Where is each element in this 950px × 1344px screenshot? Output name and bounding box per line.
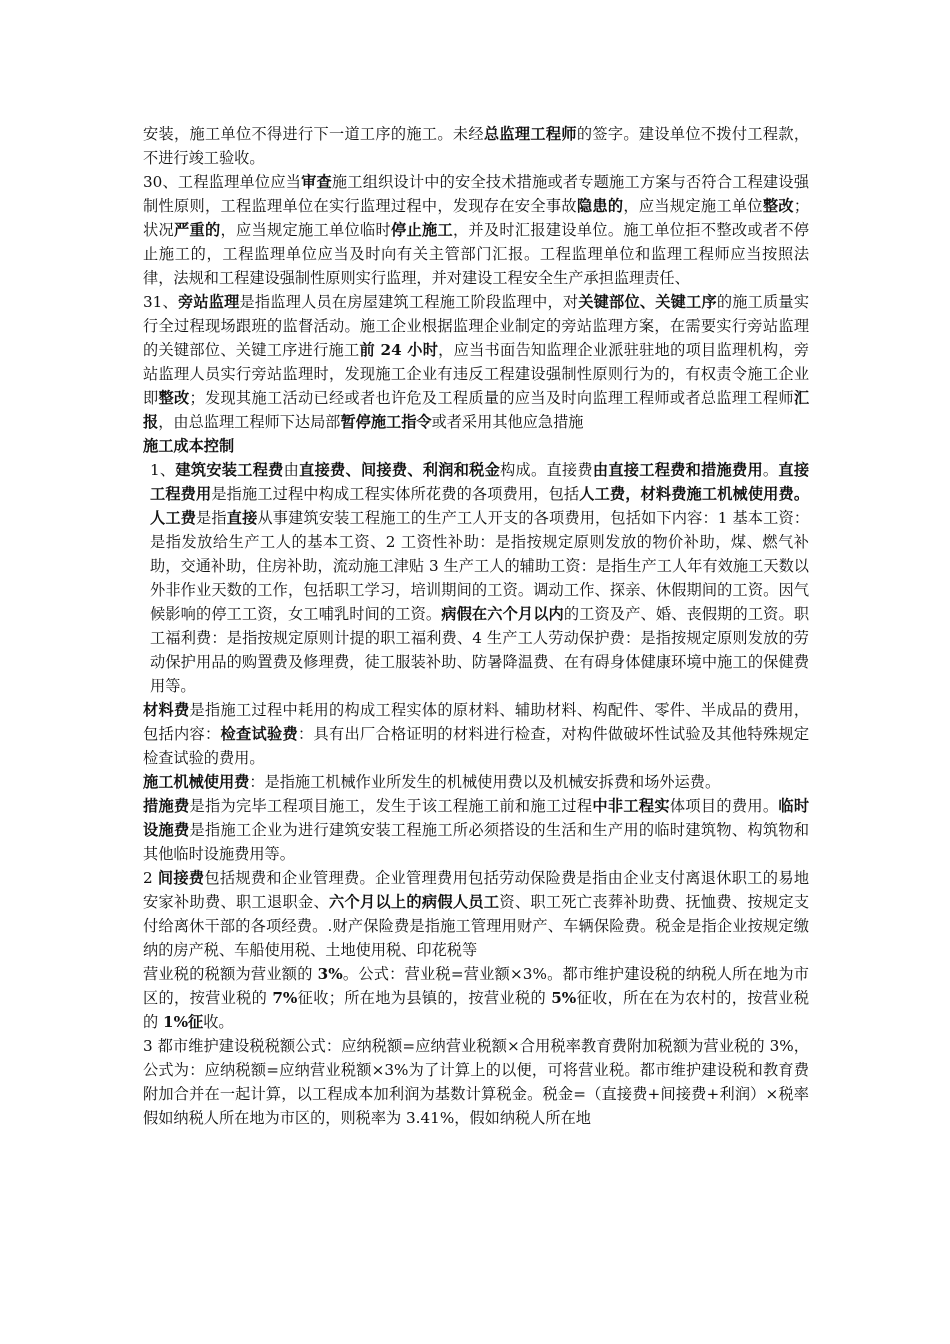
bold-term: 临时设施费: [143, 797, 810, 839]
text-run: ：是指施工机械作业所发生的机械使用费以及机械安拆费和场外运费。: [249, 773, 721, 791]
paragraph-p-machine: [143, 770, 809, 794]
paragraph-p-c3: [143, 1034, 809, 1130]
bold-term: 审查: [301, 173, 332, 191]
text-run: 。: [762, 461, 779, 479]
text-run: 资、职工死亡丧葬补助费、抚恤费、按规定支付给离休干部的各项经费。.财产保险费是指施工管理用财产、车辆保险费。税金是指企业按规定缴纳的房产税、车船使用税、土地使用税、印花税等: [143, 893, 810, 959]
bold-term: 检查试验费: [220, 725, 298, 743]
paragraph-p-c2: [143, 866, 809, 962]
text-run: 30、工程监理单位应当: [143, 173, 302, 191]
text-run: ，由总监理工程师下达局部: [158, 413, 341, 431]
bold-term: 措施费: [143, 797, 190, 815]
text-run: 安装，施工单位不得进行下一道工序的施工。未经: [143, 125, 484, 143]
bold-term: 建筑安装工程费: [175, 461, 284, 479]
bold-term: 施工机械使用费: [143, 773, 250, 791]
text-run: 2: [143, 869, 158, 887]
bold-term: 暂停施工指令: [340, 413, 432, 431]
paragraph-p-tax: [143, 962, 809, 1034]
bold-term: 7%: [272, 989, 298, 1007]
text-run: ，应当规定施工单位临时: [220, 221, 391, 239]
paragraph-p-material: [143, 698, 809, 770]
text-run: 从事建筑安装工程施工的生产工人开支的各项费用，包括如下内容：1 基本工资：是指发放给生产工人的基本工资、2 工资性补助：是指按规定原则发放的物价补助，煤、燃气补助，交通补助，住房补助，流动施工津贴 3 生产工人的辅助工资：是指生产工人年有效施工天数以外非作业天数的工作，包括职工学习，培训期间的工资。调动工作、探亲、休假期间的工资。因气候影响的停工工资，女工哺乳时间的工资。: [150, 509, 810, 623]
text-run: 的工资及产、婚、丧假期的工资。职工福利费：是指按规定原则计提的职工福利费、4 生产工人劳动保护费：是指按规定原则发放的劳动保护用品的购置费及修理费，徒工服装补助、防暑降温费、在有碍身体健康环境中施工的保健费用等。: [150, 605, 810, 695]
text-run: ：具有出厂合格证明的材料进行检查，对构件做破坏性试验及其他特殊规定检查试验的费用。: [143, 725, 810, 767]
paragraph-p-29-tail: [143, 122, 809, 170]
text-run: 构成。直接费: [500, 461, 593, 479]
text-run: 1、: [150, 461, 176, 479]
text-run: 征收，所在在为农村的，按营业税的: [143, 989, 810, 1031]
bold-term: 直接费、间接费、利润和税金: [299, 461, 501, 479]
text-run: 或者采用其他应急措施: [431, 413, 584, 431]
text-run: 是指为完毕工程项目施工，发生于该工程施工前和施工过程: [189, 797, 593, 815]
bold-term: 汇报: [143, 389, 810, 431]
bold-term: 施工成本控制: [143, 437, 235, 455]
bold-term: 5%: [551, 989, 577, 1007]
text-run: 征收；所在地为县镇的，按营业税的: [297, 989, 552, 1007]
section-heading: [143, 434, 809, 458]
document-body: [143, 122, 809, 1130]
bold-term: 整改: [158, 389, 190, 407]
bold-term: 停止施工: [390, 221, 453, 239]
paragraph-p-measure: [143, 794, 809, 866]
bold-term: 间接费: [157, 869, 205, 887]
bold-term: 中非工程实: [592, 797, 670, 815]
text-run: 是指监理人员在房屋建筑工程施工阶段监理中，对: [239, 293, 579, 311]
text-run: 是指施工过程中构成工程实体所花费的各项费用，包括: [211, 485, 580, 503]
text-run: 是指: [196, 509, 227, 527]
text-run: 3 都市维护建设税税额公式：应纳税额=应纳营业税额×合用税率教育费附加税额为营业税的 3%，公式为：应纳税额=应纳营业税额×3%为了计算上的以便，可将营业税。都市维护建设税和教育费附加合并在一起计算，以工程成本加利润为基数计算税金。税金=（直接费+间接费+利润）×税率假如纳税人所在地为市区的，则税率为 3.41%，假如纳税人所在地: [143, 1037, 809, 1127]
bold-term: 总监理工程师: [483, 125, 577, 143]
paragraph-p-30: [143, 170, 809, 290]
text-run: ；状况: [143, 197, 810, 239]
text-run: 由: [283, 461, 300, 479]
text-run: 。公式：营业税=营业额×3%。都市维护建设税的纳税人所在地为市区的，按营业税的: [143, 965, 809, 1007]
bold-term: 3%: [317, 965, 343, 983]
bold-term: 关键部位、关键工序: [578, 293, 717, 311]
text-run: 是指施工过程中耗用的构成工程实体的原材料、辅助材料、构配件、零件、半成品的费用，包括内容：: [143, 701, 810, 743]
text-run: ，应当书面告知监理企业派驻驻地的项目监理机构，旁站监理人员实行旁站监理时，发现施工企业有违反工程建设强制性原则行为的，有权责令施工企业即: [143, 341, 810, 407]
bold-term: 由直接工程费和措施费用: [592, 461, 763, 479]
bold-term: 六个月以上的病假人员工: [328, 893, 500, 911]
text-run: 营业税的税额为营业额的: [143, 965, 318, 983]
paragraph-p-c1: [143, 458, 809, 698]
text-run: 的施工质量实行全过程现场跟班的监督活动。施工企业根据监理企业制定的旁站监理方案，在需要实行旁站监理的关键部位、关键工序进行施工: [143, 293, 810, 359]
bold-term: 前 24 小时: [359, 341, 439, 359]
bold-term: 旁站监理: [177, 293, 240, 311]
text-run: ，应当规定施工单位: [623, 197, 763, 215]
bold-term: 材料费: [143, 701, 190, 719]
bold-term: 隐患的: [576, 197, 624, 215]
bold-term: 直接工程费用: [150, 461, 810, 503]
bold-term: 严重的: [174, 221, 221, 239]
text-run: 收。: [203, 1013, 234, 1031]
text-run: 施工组织设计中的安全技术措施或者专题施工方案与否符合工程建设强制性原则，工程监理单位在实行监理过程中，发现存在安全事故: [143, 173, 810, 215]
bold-term: 病假在六个月以内: [441, 605, 564, 623]
text-run: 的签字。建设单位不拨付工程款，不进行竣工验收。: [143, 125, 810, 167]
paragraph-p-31: [143, 290, 809, 434]
text-run: 31、: [143, 293, 178, 311]
bold-term: 整改: [762, 197, 794, 215]
bold-term: 1%征: [163, 1013, 204, 1031]
text-run: 体项目的费用。: [669, 797, 779, 815]
bold-term: 直接: [226, 509, 258, 527]
text-run: ，并及时汇报建设单位。施工单位拒不整改或者不停止施工的，工程监理单位应当及时向有关主管部门汇报。工程监理单位和监理工程师应当按照法律，法规和工程建设强制性原则实行监理，并对建设工程安全生产承担监理责任、: [143, 221, 810, 287]
text-run: 是指施工企业为进行建筑安装工程施工所必须搭设的生活和生产用的临时建筑物、构筑物和其他临时设施费用等。: [143, 821, 810, 863]
bold-term: 人工费，材料费施工机械使用费。人工费: [150, 485, 810, 527]
text-run: ；发现其施工活动已经或者也许危及工程质量的应当及时向监理工程师或者总监理工程师: [189, 389, 794, 407]
text-run: 包括规费和企业管理费。企业管理费用包括劳动保险费是指由企业支付离退休职工的易地安家补助费、职工退职金、: [143, 869, 810, 911]
